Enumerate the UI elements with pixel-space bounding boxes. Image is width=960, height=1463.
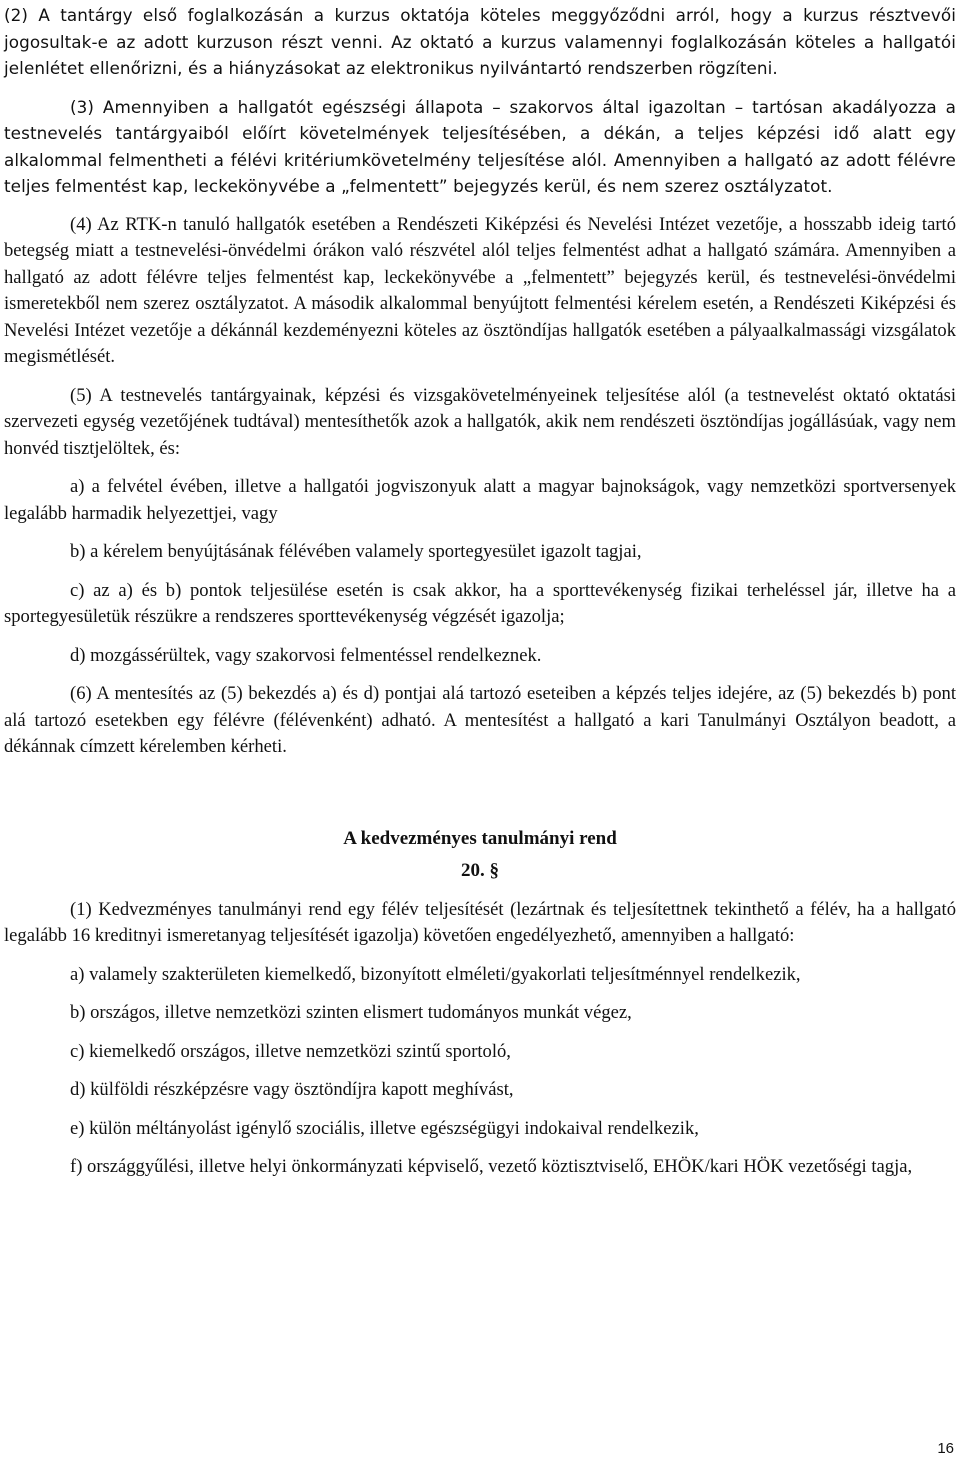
- paragraph-6: (6) A mentesítés az (5) bekezdés a) és d) pontjai alá tartozó eseteiben a képzés teljes idejére, az (5) bekezdés b) pont alá tartozó esetekben egy félévre (félévenként) adható. A mentesítést a hallgató a kari Tanulmányi Osztályon beadott, a dékánnak címzett kérelemben kérheti.: [4, 683, 956, 757]
- paragraph-5-item-c: c) az a) és b) pontok teljesülése esetén is csak akkor, ha a sporttevékenység fizikai terheléssel jár, illetve ha a sportegyesületük részükre a rendszeres sporttevékenység végzését igazolja;: [4, 579, 956, 627]
- section-number: 20. §: [461, 859, 499, 881]
- section-20-item-d: d) külföldi részképzésre vagy ösztöndíjra kapott meghívást,: [70, 1079, 514, 1100]
- section-20-paragraph-1: (1) Kedvezményes tanulmányi rend egy félév teljesítését (lezártnak és teljesítettnek tekinthető a félév, ha a hallgató legalább 16 kreditnyi ismeretanyag teljesítését igazolja) követően engedélyezhető, amennyiben a hallgató:: [4, 898, 956, 946]
- paragraph-5-item-a: a) a felvétel évében, illetve a hallgatói jogviszonyuk alatt a magyar bajnokságok, vagy nemzetközi sportversenyek legalább harmadik helyezettjei, vagy: [4, 476, 956, 524]
- section-20-item-a: a) valamely szakterületen kiemelkedő, bizonyított elméleti/gyakorlati teljesítménnyel rendelkezik,: [70, 963, 801, 985]
- paragraph-2: (2) A tantárgy első foglalkozásán a kurzus oktatója köteles meggyőződni arról, hogy a kurzus résztvevői jogosultak-e az adott kurzuson részt venni. Az oktató a kurzus valamennyi foglalkozásán köteles a hallgatói jelenlétet ellenőrizni, és a hiányzásokat az elektronikus nyilvántartó rendszerben rögzíteni.: [4, 5, 956, 78]
- section-title: A kedvezményes tanulmányi rend: [343, 827, 617, 849]
- section-20-item-b: b) országos, illetve nemzetközi szinten elismert tudományos munkát végez,: [70, 1002, 632, 1023]
- section-spacer: [4, 761, 956, 825]
- section-20-item-e: e) külön méltányolást igénylő szociális, illetve egészségügyi indokaival rendelkezik,: [70, 1117, 699, 1139]
- section-20-item-f: f) országgyűlési, illetve helyi önkormányzati képviselő, vezető köztisztviselő, EHÖK/kari HÖK vezetőségi tagja,: [70, 1156, 913, 1177]
- paragraph-5-item-d: d) mozgássérültek, vagy szakorvosi felmentéssel rendelkeznek.: [70, 644, 542, 666]
- paragraph-4: (4) Az RTK-n tanuló hallgatók esetében a Rendészeti Kiképzési és Nevelési Intézet vezetője, a hosszabb ideig tartó betegség miatt a testnevelési-önvédelmi órákon való részvétel alól teljes felmentést adhat a hallgató számára. Amennyiben a hallgató az adott félévre teljes felmentést kap, leckekönyvébe a „felmentett” bejegyzés kerül, és testnevelési-önvédelmi ismeretekből nem szerez osztályzatot. A második alkalommal benyújtott felmentési kérelem esetén, a Rendészeti Kiképzési és Nevelési Intézet vezetője a dékánnál kezdeményezni köteles az ösztöndíjas hallgatók esetében a pályaalkalmassági vizsgálatok megismétlését.: [4, 213, 956, 367]
- paragraph-3: (3) Amennyiben a hallgatót egészségi állapota – szakorvos által igazoltan – tartósan akadályozza a testnevelés tantárgyaiból előírt követelmények teljesítésében, a dékán, a teljes képzési idő alatt egy alkalommal felmentheti a félévi kritériumkövetelmény teljesítése alól. Amennyiben a hallgató az adott félévre teljes felmentést kap, leckekönyvébe a „felmentett” bejegyzés kerül, és nem szerez osztályzatot.: [4, 96, 956, 196]
- paragraph-5-item-b: b) a kérelem benyújtásának félévében valamely sportegyesület igazolt tagjai,: [70, 541, 642, 562]
- paragraph-5: (5) A testnevelés tantárgyainak, képzési és vizsgakövetelményeinek teljesítése alól (a testnevelést oktató oktatási szervezeti egység vezetőjének tudtával) mentesíthetők azok a hallgatók, akik nem rendészeti ösztöndíjas jogállásúak, vagy nem honvéd tisztjelöltek, és:: [4, 384, 956, 459]
- document-page: [4, 0, 956, 1181]
- section-20-item-c: c) kiemelkedő országos, illetve nemzetközi szintű sportoló,: [70, 1040, 511, 1062]
- page-number: 16: [937, 1440, 954, 1457]
